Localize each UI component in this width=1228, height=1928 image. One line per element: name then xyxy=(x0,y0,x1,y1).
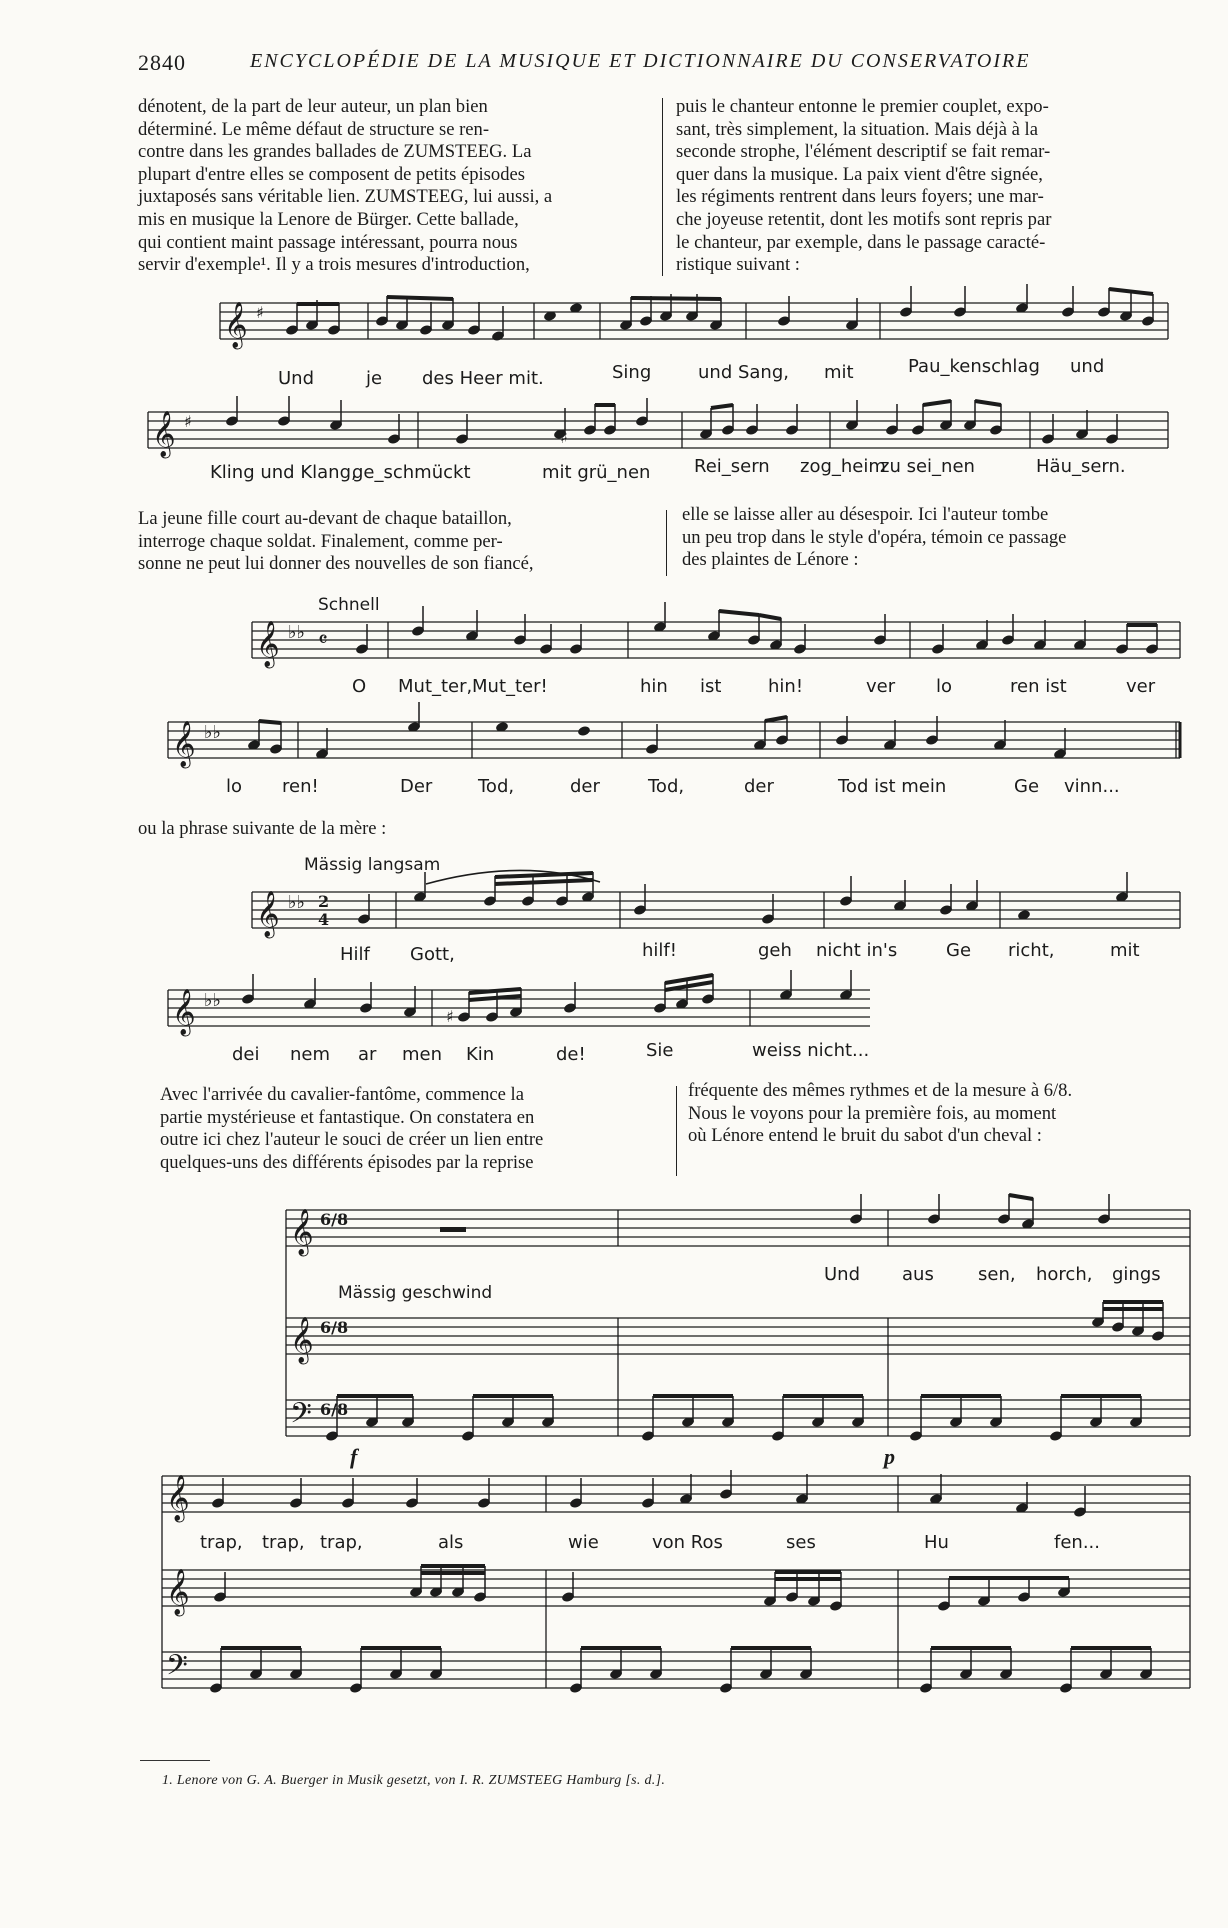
lyric: der xyxy=(744,776,774,797)
lyric: Kling und Klang, xyxy=(210,462,357,483)
text-line: servir d'exemple¹. Il y a trois mesures d'introduction, xyxy=(138,254,530,276)
section2-right-column xyxy=(682,504,1166,572)
example4-lyrics2 xyxy=(200,1532,1100,1553)
lyric: des Heer mit. xyxy=(422,368,544,389)
text-line: qui contient maint passage intéressant, pourra nous xyxy=(138,231,518,253)
example4-lyrics1 xyxy=(824,1264,1161,1285)
lyric: von Ros xyxy=(652,1532,723,1553)
time-signature: 4 xyxy=(318,910,330,929)
lyric: de! xyxy=(556,1044,586,1065)
dynamic-marking: p xyxy=(884,1444,895,1469)
treble-clef-icon: 𝄞 xyxy=(224,302,248,348)
bass-clef-icon: 𝄢 xyxy=(290,1397,312,1437)
lyric: Ge xyxy=(946,940,972,961)
lyric: trap, xyxy=(262,1532,305,1553)
flat-icon: ♭♭ xyxy=(204,990,221,1011)
lyric: ar xyxy=(358,1044,377,1065)
lyric: mit xyxy=(824,362,854,383)
caption: ou la phrase suivante de la mère : xyxy=(138,818,387,839)
text-line: où Lénore entend le bruit du sabot d'un cheval : xyxy=(688,1125,1042,1147)
lyric: Pau_kenschlag xyxy=(908,356,1040,377)
text-line: plupart d'entre elles se composent de petits épisodes xyxy=(138,163,526,185)
lyric: trap, xyxy=(320,1532,363,1553)
dynamic-marking: f xyxy=(350,1444,358,1469)
text-line: elle se laisse aller au désespoir. Ici l'auteur tombe xyxy=(682,504,1049,525)
lyric: ver xyxy=(1126,676,1156,697)
text-line: Avec l'arrivée du cavalier-fantôme, commence la xyxy=(160,1084,524,1105)
lyric: fen... xyxy=(1054,1532,1100,1553)
section2-left-column xyxy=(138,508,650,576)
example3-lyrics1 xyxy=(340,940,1140,965)
lyric: Tod ist mein xyxy=(838,776,947,797)
treble-clef-icon: 𝄞 xyxy=(290,1317,314,1363)
bass-clef-icon: 𝄢 xyxy=(166,1649,188,1689)
treble-clef-icon: 𝄞 xyxy=(256,621,280,667)
lyric: Häu_sern. xyxy=(1036,456,1126,477)
sharp-icon: ♯ xyxy=(184,412,192,431)
whole-rest xyxy=(440,1227,466,1232)
text-line: dénotent, de la part de leur auteur, un plan bien xyxy=(138,96,488,117)
common-time-icon: 𝄴 xyxy=(318,628,328,653)
example1-staff2 xyxy=(148,396,1168,459)
lyric: zu sei_nen xyxy=(880,456,975,477)
footnote-rule xyxy=(140,1760,210,1761)
text-line: un peu trop dans le style d'opéra, témoin ce passage xyxy=(682,526,1067,548)
time-signature: 2 xyxy=(318,892,330,911)
notes xyxy=(357,891,1129,925)
lyric: lo xyxy=(936,676,953,697)
lyric: Der xyxy=(400,776,433,797)
example4-system1 xyxy=(286,1194,1190,1469)
lyric: und Sang, xyxy=(698,362,789,383)
sharp-icon: ♯ xyxy=(446,1007,454,1026)
page-number: 2840 xyxy=(138,50,186,75)
lyric: Gott, xyxy=(410,944,455,965)
lyric: ses xyxy=(786,1532,816,1553)
lyric: Tod, xyxy=(648,776,685,797)
treble-clef-icon: 𝄞 xyxy=(290,1209,314,1255)
text-line: puis le chanteur entonne le premier couplet, expo- xyxy=(676,96,1049,117)
treble-clef-icon: 𝄞 xyxy=(172,721,196,767)
example4-system2 xyxy=(162,1470,1190,1694)
lyric: Mut_ter, xyxy=(398,676,473,697)
treble-clef-icon: 𝄞 xyxy=(152,411,176,457)
lyric: lo xyxy=(226,776,243,797)
lyric: ren ist xyxy=(1010,676,1067,697)
lyric: als xyxy=(438,1532,464,1553)
lyric: Hu xyxy=(924,1532,949,1553)
lyric: je xyxy=(366,368,383,389)
treble-clef-icon: 𝄞 xyxy=(166,1569,190,1615)
lyric: wie xyxy=(568,1532,599,1553)
example2-staff1 xyxy=(252,602,1180,669)
text-line: le chanteur, par exemple, dans le passage caracté- xyxy=(676,231,1046,253)
text-line: fréquente des mêmes rythmes et de la mesure à 6/8. xyxy=(688,1080,1073,1101)
example1-staff1 xyxy=(220,284,1168,350)
text-line: quelques-uns des différents épisodes par la reprise xyxy=(160,1151,534,1173)
time-signature: 6/8 xyxy=(320,1210,349,1229)
lyric: Tod, xyxy=(478,776,515,797)
sharp-icon: ♯ xyxy=(256,303,264,322)
text-line: La jeune fille court au-devant de chaque bataillon, xyxy=(138,508,512,529)
lyric: mit xyxy=(1110,940,1140,961)
text-line: quer dans la musique. La paix vient d'être signée, xyxy=(676,163,1043,185)
lyric: Sie xyxy=(646,1040,674,1061)
text-line: outre ici chez l'auteur le souci de créer un lien entre xyxy=(160,1129,544,1151)
lyric: nem xyxy=(290,1044,331,1065)
lyric: nicht in's xyxy=(816,940,898,961)
column-divider xyxy=(666,510,667,576)
time-signature: 6/8 xyxy=(320,1318,349,1337)
example2-lyrics2 xyxy=(226,776,1120,797)
example1-lyrics2 xyxy=(210,456,1126,483)
footnote-number: 1. xyxy=(162,1773,174,1788)
lyric: der xyxy=(570,776,600,797)
text-line: che joyeuse retentit, dont les motifs sont repris par xyxy=(676,208,1052,230)
text-line: interroge chaque soldat. Finalement, comme per- xyxy=(138,530,503,552)
lyric: Sing xyxy=(612,362,652,383)
text-line: des plaintes de Lénore : xyxy=(682,549,859,571)
tempo-marking: Mässig geschwind xyxy=(338,1283,493,1303)
text-line: sonne ne peut lui donner des nouvelles de son fiancé, xyxy=(138,553,534,575)
lyric: Kin xyxy=(466,1044,495,1065)
lyric: Hilf xyxy=(340,944,370,965)
lyric: hin! xyxy=(768,676,804,697)
lyric: vinn... xyxy=(1064,776,1120,797)
lyric: horch, xyxy=(1036,1264,1093,1285)
example2-staff2 xyxy=(168,702,1180,769)
lyric: Rei_sern xyxy=(694,456,770,477)
lyric: Und xyxy=(824,1264,861,1285)
text-line: juxtaposés sans véritable lien. ZUMSTEEG, lui aussi, a xyxy=(138,186,553,208)
lyric: hilf! xyxy=(642,940,677,961)
lyric: sen, xyxy=(978,1264,1016,1285)
lyric: gings xyxy=(1112,1264,1161,1285)
lyric: geh xyxy=(758,940,792,961)
lyric: ver xyxy=(866,676,896,697)
example3-staff2 xyxy=(168,970,870,1037)
lyric: O xyxy=(352,676,367,697)
text-line: déterminé. Le même défaut de structure se ren- xyxy=(138,118,490,140)
column-divider xyxy=(676,1086,677,1176)
lyric: dei xyxy=(232,1044,260,1065)
lyric: Und xyxy=(278,368,315,389)
sharp-icon: ♯ xyxy=(560,428,568,447)
lyric: richt, xyxy=(1008,940,1055,961)
lyric: weiss nicht... xyxy=(752,1040,870,1061)
treble-clef-icon: 𝄞 xyxy=(256,891,280,937)
treble-clef-icon: 𝄞 xyxy=(166,1475,190,1521)
text-line: sant, très simplement, la situation. Mais déjà à la xyxy=(676,118,1038,140)
section3-left-column xyxy=(160,1084,660,1174)
text-line: ristique suivant : xyxy=(676,254,800,276)
notes xyxy=(241,989,853,1023)
footnote-text: Lenore von G. A. Buerger in Musik gesetzt, von I. R. ZUMSTEEG Hamburg [s. d.]. xyxy=(176,1773,666,1788)
example3-staff1 xyxy=(252,870,1180,939)
text-line: partie mystérieuse et fantastique. On constatera en xyxy=(160,1106,535,1128)
text-line: les régiments rentrent dans leurs foyers; une mar- xyxy=(676,186,1044,208)
flat-icon: ♭♭ xyxy=(288,892,305,913)
text-line: seconde strophe, l'élément descriptif se fait remar- xyxy=(676,141,1051,163)
lyric: ist xyxy=(700,676,722,697)
lyric: und xyxy=(1070,356,1105,377)
example1-lyrics1 xyxy=(278,356,1104,389)
text-line: mis en musique la Lenore de Bürger. Cette ballade, xyxy=(138,208,519,230)
text-line: Nous le voyons pour la première fois, au moment xyxy=(688,1102,1057,1124)
lyric: aus xyxy=(902,1264,934,1285)
flat-icon: ♭♭ xyxy=(204,722,221,743)
lyric: Ge xyxy=(1014,776,1040,797)
lyric: trap, xyxy=(200,1532,243,1553)
bass-notes xyxy=(325,1416,1143,1442)
lyric: Mut_ter! xyxy=(472,676,548,697)
footnote xyxy=(162,1773,665,1789)
tempo-marking: Schnell xyxy=(318,595,380,615)
lyric: ge_schmückt xyxy=(352,462,471,483)
running-title: ENCYCLOPÉDIE DE LA MUSIQUE ET DICTIONNAIRE DU CONSERVATOIRE xyxy=(250,50,1031,72)
time-signature: 6/8 xyxy=(320,1400,349,1419)
lyric: ren! xyxy=(282,776,319,797)
example2-lyrics1 xyxy=(352,676,1156,697)
lyric: mit grü_nen xyxy=(542,462,651,483)
treble-clef-icon: 𝄞 xyxy=(172,989,196,1035)
example3-lyrics2 xyxy=(232,1040,869,1065)
lyric: men xyxy=(402,1044,443,1065)
section3-right-column xyxy=(688,1080,1172,1148)
lyric: zog_heim xyxy=(800,456,886,477)
lyric: hin xyxy=(640,676,668,697)
piano-treble-notes xyxy=(213,1586,1071,1612)
text-line: contre dans les grandes ballades de ZUMSTEEG. La xyxy=(138,141,532,163)
notes xyxy=(285,302,1155,342)
flat-icon: ♭♭ xyxy=(288,622,305,643)
notes xyxy=(355,621,1159,655)
tempo-marking: Mässig langsam xyxy=(304,855,441,875)
